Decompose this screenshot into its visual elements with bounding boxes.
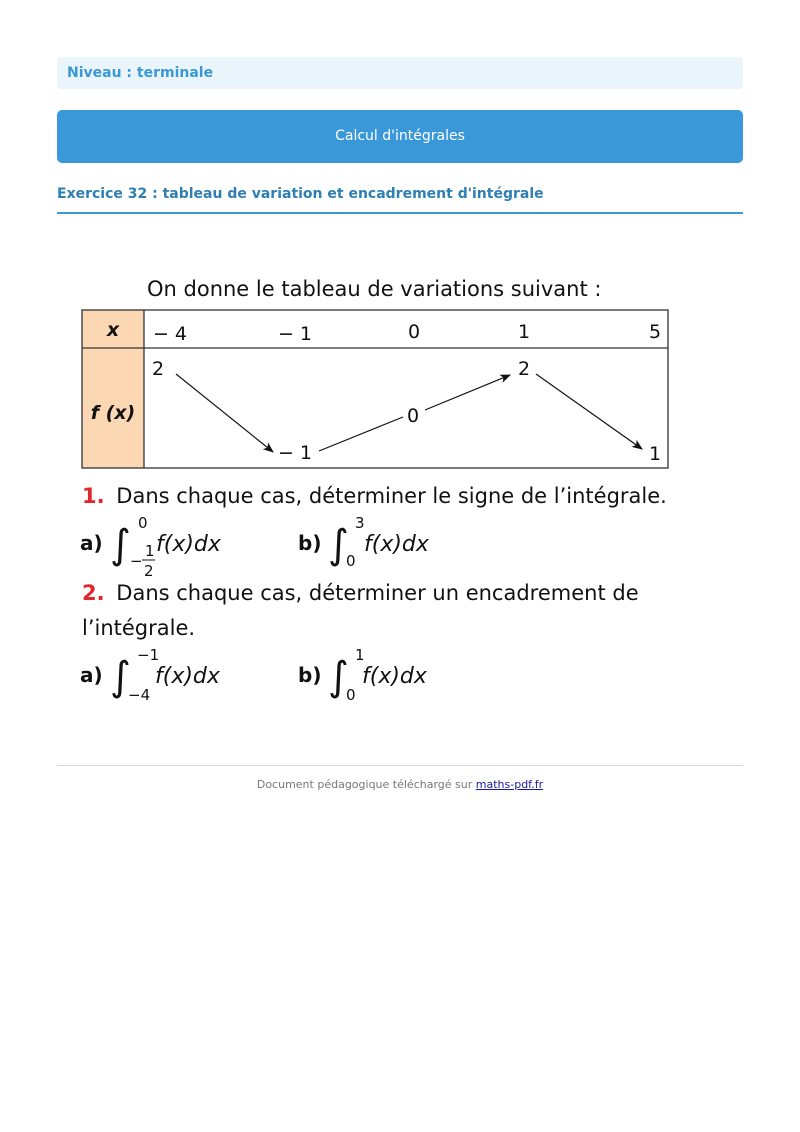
lower-bound-minus: − bbox=[130, 552, 143, 570]
lower-bound: 0 bbox=[346, 686, 356, 704]
question-2-text: Dans chaque cas, déterminer un encadrement de bbox=[116, 581, 639, 605]
exercise-title-underline bbox=[57, 212, 743, 214]
lower-bound-numerator: 1 bbox=[145, 542, 155, 560]
lower-bound: −4 bbox=[128, 686, 151, 704]
table-f-value: 1 bbox=[648, 443, 662, 465]
integral-sign: ∫ bbox=[110, 654, 131, 700]
table-f-value: 0 bbox=[406, 405, 420, 427]
table-x-value: − 4 bbox=[152, 323, 188, 345]
upper-bound: 0 bbox=[138, 514, 148, 532]
intro-text: On donne le tableau de variations suivant : bbox=[147, 277, 602, 301]
table-x-value: 1 bbox=[517, 321, 531, 343]
integral-sign: ∫ bbox=[110, 522, 131, 568]
variation-arrow bbox=[425, 375, 510, 410]
integral-sign: ∫ bbox=[328, 522, 349, 568]
question-2-text-continued: l’intégrale. bbox=[82, 616, 196, 640]
footer-divider bbox=[57, 765, 743, 766]
question-1-number: 1. bbox=[82, 484, 105, 508]
table-x-value: 5 bbox=[648, 321, 662, 343]
integrand: f(x)dx bbox=[364, 532, 429, 557]
table-f-label: f (x) bbox=[90, 402, 136, 424]
chapter-banner: Calcul d'intégrales bbox=[57, 110, 743, 163]
integral-sign: ∫ bbox=[328, 654, 349, 700]
question-2-a bbox=[80, 646, 221, 704]
upper-bound: 1 bbox=[355, 646, 365, 664]
question-1-text: Dans chaque cas, déterminer le signe de l’intégrale. bbox=[116, 484, 667, 508]
question-2-b bbox=[298, 646, 428, 704]
upper-bound: 3 bbox=[355, 514, 365, 532]
footer-text: Document pédagogique téléchargé sur bbox=[256, 778, 473, 791]
question-2-number: 2. bbox=[82, 581, 105, 605]
exercise-figure bbox=[70, 260, 680, 710]
question-1-b bbox=[298, 514, 430, 570]
question-1-b-label: b) bbox=[298, 531, 322, 555]
variation-arrow bbox=[319, 417, 403, 451]
question-2 bbox=[82, 581, 639, 605]
question-1-a bbox=[80, 514, 222, 580]
footer bbox=[57, 778, 743, 791]
integrand: f(x)dx bbox=[155, 664, 220, 689]
lower-bound: 0 bbox=[346, 552, 356, 570]
table-x-label: x bbox=[106, 319, 120, 341]
footer-link[interactable]: maths-pdf.fr bbox=[475, 778, 544, 791]
question-1-a-label: a) bbox=[80, 531, 103, 555]
question-2-b-label: b) bbox=[298, 663, 322, 687]
upper-bound: −1 bbox=[137, 646, 160, 664]
lower-bound-denominator: 2 bbox=[144, 562, 154, 580]
table-f-value: 2 bbox=[151, 358, 165, 380]
table-f-value: − 1 bbox=[277, 442, 313, 464]
exercise-title: Exercice 32 : tableau de variation et encadrement d'intégrale bbox=[57, 186, 544, 202]
integrand: f(x)dx bbox=[362, 664, 427, 689]
table-f-value: 2 bbox=[517, 358, 531, 380]
variation-arrow bbox=[536, 374, 642, 449]
question-2-a-label: a) bbox=[80, 663, 103, 687]
question-1 bbox=[82, 484, 667, 508]
level-label: Niveau : terminale bbox=[57, 57, 743, 89]
table-x-value: − 1 bbox=[277, 323, 313, 345]
table-x-value: 0 bbox=[407, 321, 421, 343]
integrand: f(x)dx bbox=[156, 532, 221, 557]
variation-table bbox=[82, 310, 668, 468]
variation-arrow bbox=[176, 374, 273, 452]
